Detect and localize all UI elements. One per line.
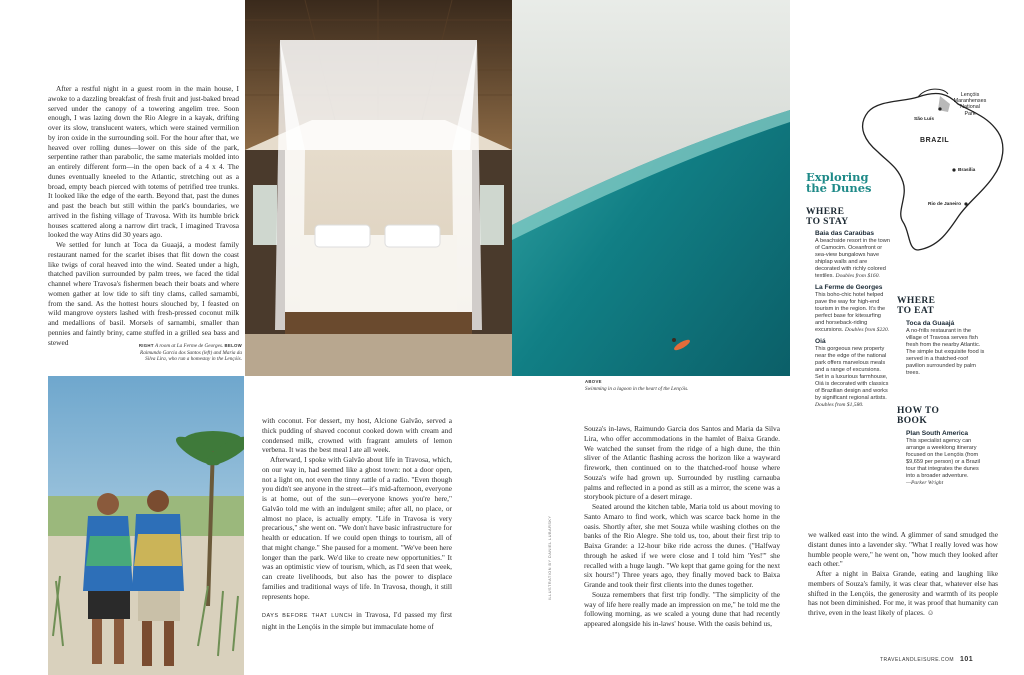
section-lead-tail: in Travosa, I'd passed my first night in the Lençóis in the simple but immaculate home of (262, 610, 453, 631)
map-country: BRAZIL (920, 137, 950, 144)
hosts-illustration (48, 376, 244, 675)
caption-text: A room at La Ferme de Georges. (154, 343, 224, 349)
article-paragraph: Seated around the kitchen table, Maria told us about moving to Santo Amaro to find work, which was scarce back home in the oasis. Shortly after, she met Souza while washing clothes on the banks of the Rio Alegre. She told us, too, about their first trip to Baixa Grande: a 12-hour bike ride across the dunes. ("Halfway through he asked if we were close and I told him 'Yes!'" she recalled with a huge laugh. "We kept that game going for the next six hours!") Three years ago, they finally moved back to Baixa Grande and took their first clients into the dunes together. (584, 502, 780, 589)
stay-item (815, 338, 890, 409)
map-city-sao-luis: São Luís (914, 117, 934, 122)
article-paragraph: We settled for lunch at Toca da Guaajá, a modest family restaurant named for the scarlet ibises that flit down the coast like twigs of coral heaved into the wind. Seated under a high, thatched pavilion surrounded by palm trees, we faced the tidal channel where Travosa's fishermen beach their boats and where women gather at low tide to sift tiny clams, called sarnambi, from the sand. As the hottest hours slouched by, I feasted on wild mangrove oysters lashed with fresh-pressed coconut milk and medallions of basil. Morsels of sarnambi, smaller than pennies and faintly briny, came stuffed in a grilled sea bass and stewed (48, 240, 239, 347)
heading-line: TO EAT (897, 306, 935, 316)
eat-item-desc: A no-frills restaurant in the village of Travosa serves fish fresh from the nearby Atlantic. The simple but exquisite food is served in a thatched-roof pavilion surrounded by palm trees. (906, 328, 985, 376)
stay-item (815, 230, 890, 280)
stay-item-desc: This boho-chic hotel helped pave the way for high-end tourism in the region. It's the perfect base for kitesurfing and horseback-riding excursions. (815, 292, 886, 333)
illustration-credit: ILLUSTRATION BY DANIEL LUBARSKY (548, 515, 552, 600)
stay-item-name: Oiá (815, 338, 826, 345)
caption-label: BELOW (224, 343, 242, 348)
stay-item-name: Baia das Caraúbas (815, 230, 875, 237)
book-item-name: Plan South America (906, 430, 969, 437)
stay-item-name: La Ferme de Georges (815, 284, 883, 291)
stay-item-desc: A beachside resort in the town of Camocim. Oceanfront or sea-view bungalows have shiplap walls and are decorated with richly colored textiles. (815, 238, 890, 279)
sidebar-title (806, 172, 871, 194)
where-to-stay-list (815, 230, 890, 409)
article-paragraph-text: After a night in Baixa Grande, eating and laughing like members of Souza's family, it was clear that, whatever else has shifted in the Lençóis, the generosity and warmth of its people has not been diminished. For me, it was proof that humanity can thrive, even in the least likely of places. (808, 569, 998, 617)
where-to-eat-list (906, 320, 986, 377)
caption-label: RIGHT (138, 343, 154, 348)
article-paragraph: Souza's in-laws, Raimundo Garcia dos Santos and Maria da Silva Lira, who offer accommodations in the hamlet of Baixa Grande. We watched the sunset from the ridge of a high dune, the thin sliver of the Atlantic flashing across the horizon like a wayward firework, then continued on to the thatched-roof house where Souza's wife had grown up. Surrounded by rustling carnauba palms and reflected in a pond as still as a mirror, the scene was a storybook picture of a desert mirage. (584, 424, 780, 502)
page-number: 101 (959, 656, 974, 663)
heading-line: BOOK (897, 416, 928, 426)
heading-line: WHERE (897, 296, 936, 306)
caption-lagoon (585, 379, 785, 392)
article-paragraph (808, 569, 998, 618)
how-to-book-list (906, 430, 988, 487)
caption-text: Swimming in a lagoon in the heart of the Lençóis. (585, 385, 689, 392)
byline: —Parker Wright (906, 480, 944, 486)
map-park-label (940, 92, 1000, 117)
article-column-3 (584, 424, 780, 629)
map-label: Park (964, 110, 976, 117)
stay-item-price: Doubles from $160. (835, 273, 880, 279)
heading-line: HOW TO (897, 406, 940, 416)
article-paragraph: Souza remembers that first trip fondly. "The simplicity of the way of life here really made an impression on me," he told me the following morning, as we scaled a young dune that had recently appeared alongside his in-laws' house. With the oasis behind us, (584, 589, 780, 628)
bedroom-illustration (245, 0, 512, 376)
photo-lagoon (512, 0, 790, 376)
stay-item (815, 284, 890, 334)
article-paragraph: we walked east into the wind. A glimmer of sand smudged the distant dunes into a lavender sky. "What I really loved was how humble people were," he went on, "how much they looked after each other." (808, 530, 998, 569)
where-to-eat-heading (897, 296, 935, 316)
article-column-1 (48, 84, 239, 347)
map-label: Maranhenses (953, 98, 987, 105)
footer-site: TRAVELANDLEISURE.COM (880, 657, 955, 663)
sidebar-title-line: the Dunes (806, 181, 872, 195)
article-paragraph: with coconut. For dessert, my host, Alcione Galvão, served a thick pudding of shaved coconut cooked down with cream and condensed milk, crowned with fragrant amulets of lemon verbena. It was the best meal I ate all week. (262, 416, 452, 455)
page-footer (880, 656, 973, 663)
section-lead: DAYS BEFORE THAT LUNCH (262, 613, 353, 620)
book-item-desc: This specialist agency can arrange a weeklong itinerary focused on the Lençóis (from $9,659 per person) or a Brazil tour that integrates the dunes into a broader adventure. (906, 438, 981, 479)
end-mark-icon: ☺ (926, 608, 935, 617)
article-paragraph: Afterward, I spoke with Galvão about life in Travosa, which, on our way in, had seemed like a ghost town: not a door open, not a light on, not even the tinny rattle of a radio. "Even though you didn't see anyone in the street—it's mid-afternoon, everyone is at home, out of the sun—everyone knows you're here," Galvão told me with an indulgent smile; after all, no place, or almost no place, is actually empty. "Life in Travosa is very precarious," she went on. "We don't have basic infrastructure for health or education. If we could open things to tourism, all of that might change." She paused for a moment. "We've been here longer than the park. We'd like to create new opportunities." It was an optimistic view of tourism, which, as I'd seen that week, can create livelihoods, but also has the power to displace families and traditional ways of life. In Travosa, though, it still represents hope. (262, 455, 452, 601)
caption-bedroom (130, 343, 242, 363)
stay-item-price: Doubles from $220. (844, 327, 890, 333)
article-paragraph: After a restful night in a guest room in the main house, I awoke to a dazzling breakfast of fresh fruit and just-baked bread served under the canopy of a towering angelim tree. Soon enough, I was lazing down the Rio Alegre in a kayak, drifting over its slow, translucent waters, which were stained vermilion by iron oxide in the surrounding soil. For the hour after that, we heaved over rolling dunes—lower on this side of the park, serpentine rather than parabolic, the same materials molded into an entirely different form—in the open back of a 4 x 4. The dunes eventually kneeled to the Atlantic, stretching out as a broad, empty beach pierced with totems of petrified tree trunks. It looked like the edge of the earth. Beyond that, past the dunes and past the beach but still within the park's boundaries, we arrived in the fishing village of Travosa. With its humble brick houses scattered along a narrow dirt track, I imagined Travosa looked the way Atins did 30 years ago. (48, 84, 239, 240)
eat-item-name: Toca da Guaajá (906, 320, 955, 327)
map-city-brasilia: Brasília (958, 168, 976, 173)
article-column-4 (808, 530, 998, 618)
article-paragraph (262, 610, 452, 632)
heading-line: WHERE (806, 207, 845, 217)
caption-label: ABOVE (585, 379, 602, 384)
sidebar-title-line: Exploring (806, 170, 869, 184)
map-city-rio: Rio de Janeiro (928, 202, 962, 207)
heading-line: TO STAY (806, 217, 849, 227)
brazil-map (848, 82, 1008, 252)
map-label: Lençóis (960, 92, 980, 98)
stay-item-price: Doubles from $1,580. (815, 402, 864, 408)
map-label: National (960, 104, 980, 111)
lagoon-illustration (512, 0, 790, 376)
stay-item-desc: This gorgeous new property near the edge of the national park offers marvelous meals and a range of excursions. Set in a luxurious farmhouse, Oiá is decorated with classics of Brazilian design and works by significant regional artists. (815, 346, 889, 401)
photo-bedroom (245, 0, 512, 376)
caption-text: Raimundo Garcia dos Santos (left) and Maria da Silva Lira, who run a homestay in the Lençóis. (140, 349, 242, 363)
article-column-2 (262, 416, 452, 632)
where-to-stay-heading (806, 207, 849, 227)
photo-hosts (48, 376, 244, 675)
how-to-book-heading (897, 406, 939, 426)
